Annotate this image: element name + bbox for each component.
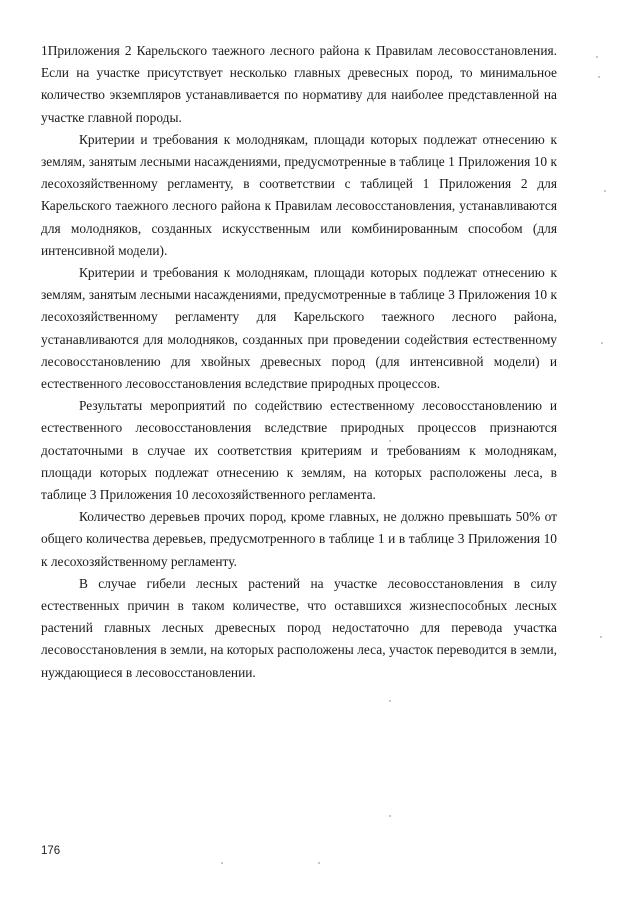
scan-speck [389,700,391,702]
scan-speck [389,815,391,817]
paragraph-1: 1Приложения 2 Карельского таежного лесного района к Правилам лесовосстановления. Если на участке присутствует несколько главных древесных пород, то минимальное количество экземпляров устанавливается по нормативу для наиболее представленной на участке главной породы. [41,43,557,125]
scan-speck [601,342,603,344]
paragraph-5: Количество деревьев прочих пород, кроме главных, не должно превышать 50% от общего количества деревьев, предусмотренного в таблице 1 и в таблице 3 Приложения 10 к лесохозяйственному регламенту. [41,509,557,569]
scan-speck [600,636,602,638]
paragraph-2: Критерии и требования к молоднякам, площади которых подлежат отнесению к землям, занятым лесными насаждениями, предусмотренные в таблице 1 Приложения 10 к лесохозяйственному регламенту, в соответствии с таблицей 1 Приложения 2 для Карельского таежного лесного района к Правилам лесовосстановления, устанавливаются для молодняков, созданных искусственным или комбинированным способом (для интенсивной модели). [41,131,557,258]
scan-speck [604,190,606,192]
scan-speck [389,440,391,442]
paragraph-4: Результаты мероприятий по содействию естественному лесовосстановлению и естественного лесовосстановления вследствие природных процессов признаются достаточными в случае их соответствия критериям и требованиям к молоднякам, площади которых подлежат отнесению к землям, на которых расположены леса, в таблице 3 Приложения 10 лесохозяйственного регламента. [41,398,557,503]
page-number: 176 [41,845,61,857]
scan-speck [318,862,320,864]
paragraph-3: Критерии и требования к молоднякам, площади которых подлежат отнесению к землям, занятым лесными насаждениями, предусмотренные в таблице 3 Приложения 10 к лесохозяйственному регламенту для Карельского таежного лесного района, устанавливаются для молодняков, созданных при проведении содействия естественному лесовосстановлению для хвойных древесных пород (для интенсивной модели) и естественного лесовосстановления вследствие природных процессов. [41,265,557,392]
scan-speck [598,76,600,78]
document-body [41,40,557,684]
scan-speck [221,862,223,864]
paragraph-6: В случае гибели лесных растений на участке лесовосстановления в силу естественных причин в таком количестве, что оставшихся жизнеспособных лесных растений главных лесных древесных пород недостаточно для перевода участка лесовосстановления в земли, на которых расположены леса, участок переводится в земли, нуждающиеся в лесовосстановлении. [41,575,557,680]
scan-speck [596,56,598,58]
